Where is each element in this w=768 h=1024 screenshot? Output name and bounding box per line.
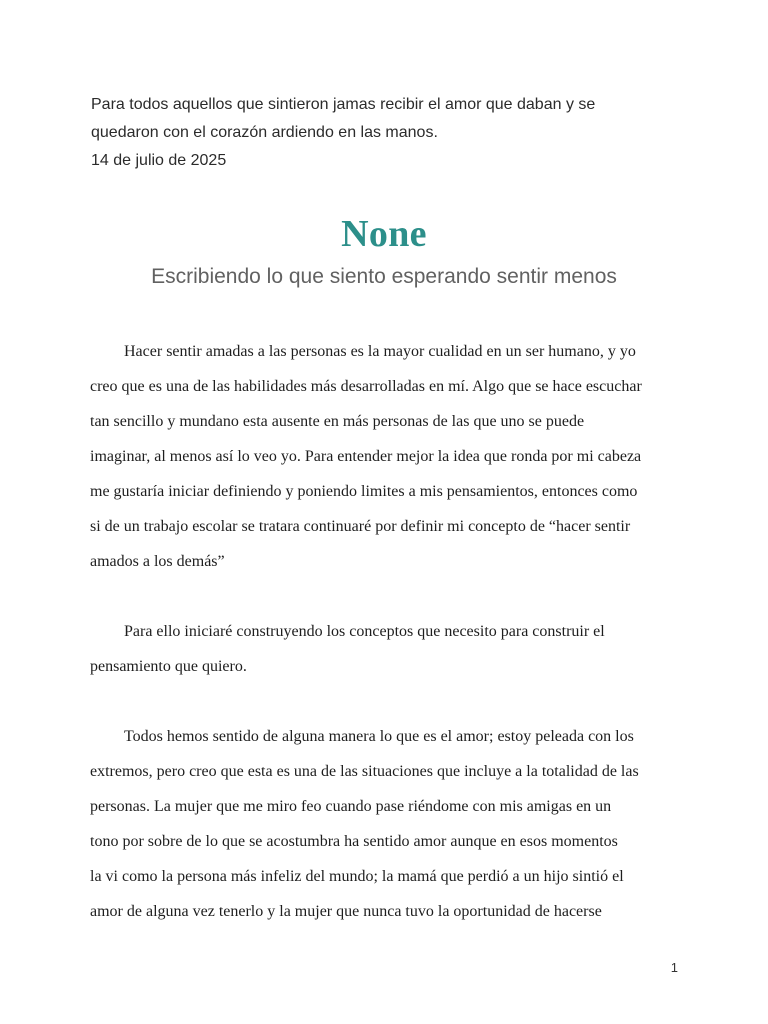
document-title: None	[341, 213, 427, 255]
dedication-line: quedaron con el corazón ardiendo en las manos.	[91, 124, 438, 141]
paragraph-line: imaginar, al menos así lo veo yo. Para entender mejor la idea que ronda por mi cabeza	[90, 448, 642, 465]
paragraph-line: me gustaría iniciar definiendo y poniendo limites a mis pensamientos, entonces como	[90, 483, 638, 500]
paragraph-line: amados a los demás”	[90, 553, 225, 570]
paragraph-line: amor de alguna vez tenerlo y la mujer que nunca tuvo la oportunidad de hacerse	[90, 903, 602, 920]
paragraph	[90, 719, 690, 929]
paragraph-line: si de un trabajo escolar se tratara continuaré por definir mi concepto de “hacer sentir	[90, 518, 631, 535]
body-text	[90, 334, 690, 964]
paragraph-line: Todos hemos sentido de alguna manera lo que es el amor; estoy peleada con los	[124, 728, 634, 745]
paragraph-line: Para ello iniciaré construyendo los conceptos que necesito para construir el	[124, 623, 605, 640]
paragraph-line: Hacer sentir amadas a las personas es la mayor cualidad en un ser humano, y yo	[124, 343, 636, 360]
paragraph-line: tan sencillo y mundano esta ausente en más personas de las que uno se puede	[90, 413, 585, 430]
paragraph-line: pensamiento que quiero.	[90, 658, 247, 675]
paragraph-line: creo que es una de las habilidades más desarrolladas en mí. Algo que se hace escuchar	[90, 378, 642, 395]
paragraph-line: extremos, pero creo que esta es una de las situaciones que incluye a la totalidad de las	[90, 763, 639, 780]
paragraph	[90, 334, 690, 579]
dedication-line: Para todos aquellos que sintieron jamas recibir el amor que daban y se	[91, 96, 596, 113]
paragraph-line: tono por sobre de lo que se acostumbra ha sentido amor aunque en esos momentos	[90, 833, 618, 850]
paragraph	[90, 614, 690, 684]
dedication-date: 14 de julio de 2025	[91, 152, 227, 169]
page-number: 1	[670, 960, 678, 975]
dedication	[91, 91, 691, 175]
document-subtitle: Escribiendo lo que siento esperando sentir menos	[151, 265, 617, 288]
paragraph-line: personas. La mujer que me miro feo cuando pase riéndome con mis amigas en un	[90, 798, 612, 815]
paragraph-line: la vi como la persona más infeliz del mundo; la mamá que perdió a un hijo sintió el	[90, 868, 624, 885]
